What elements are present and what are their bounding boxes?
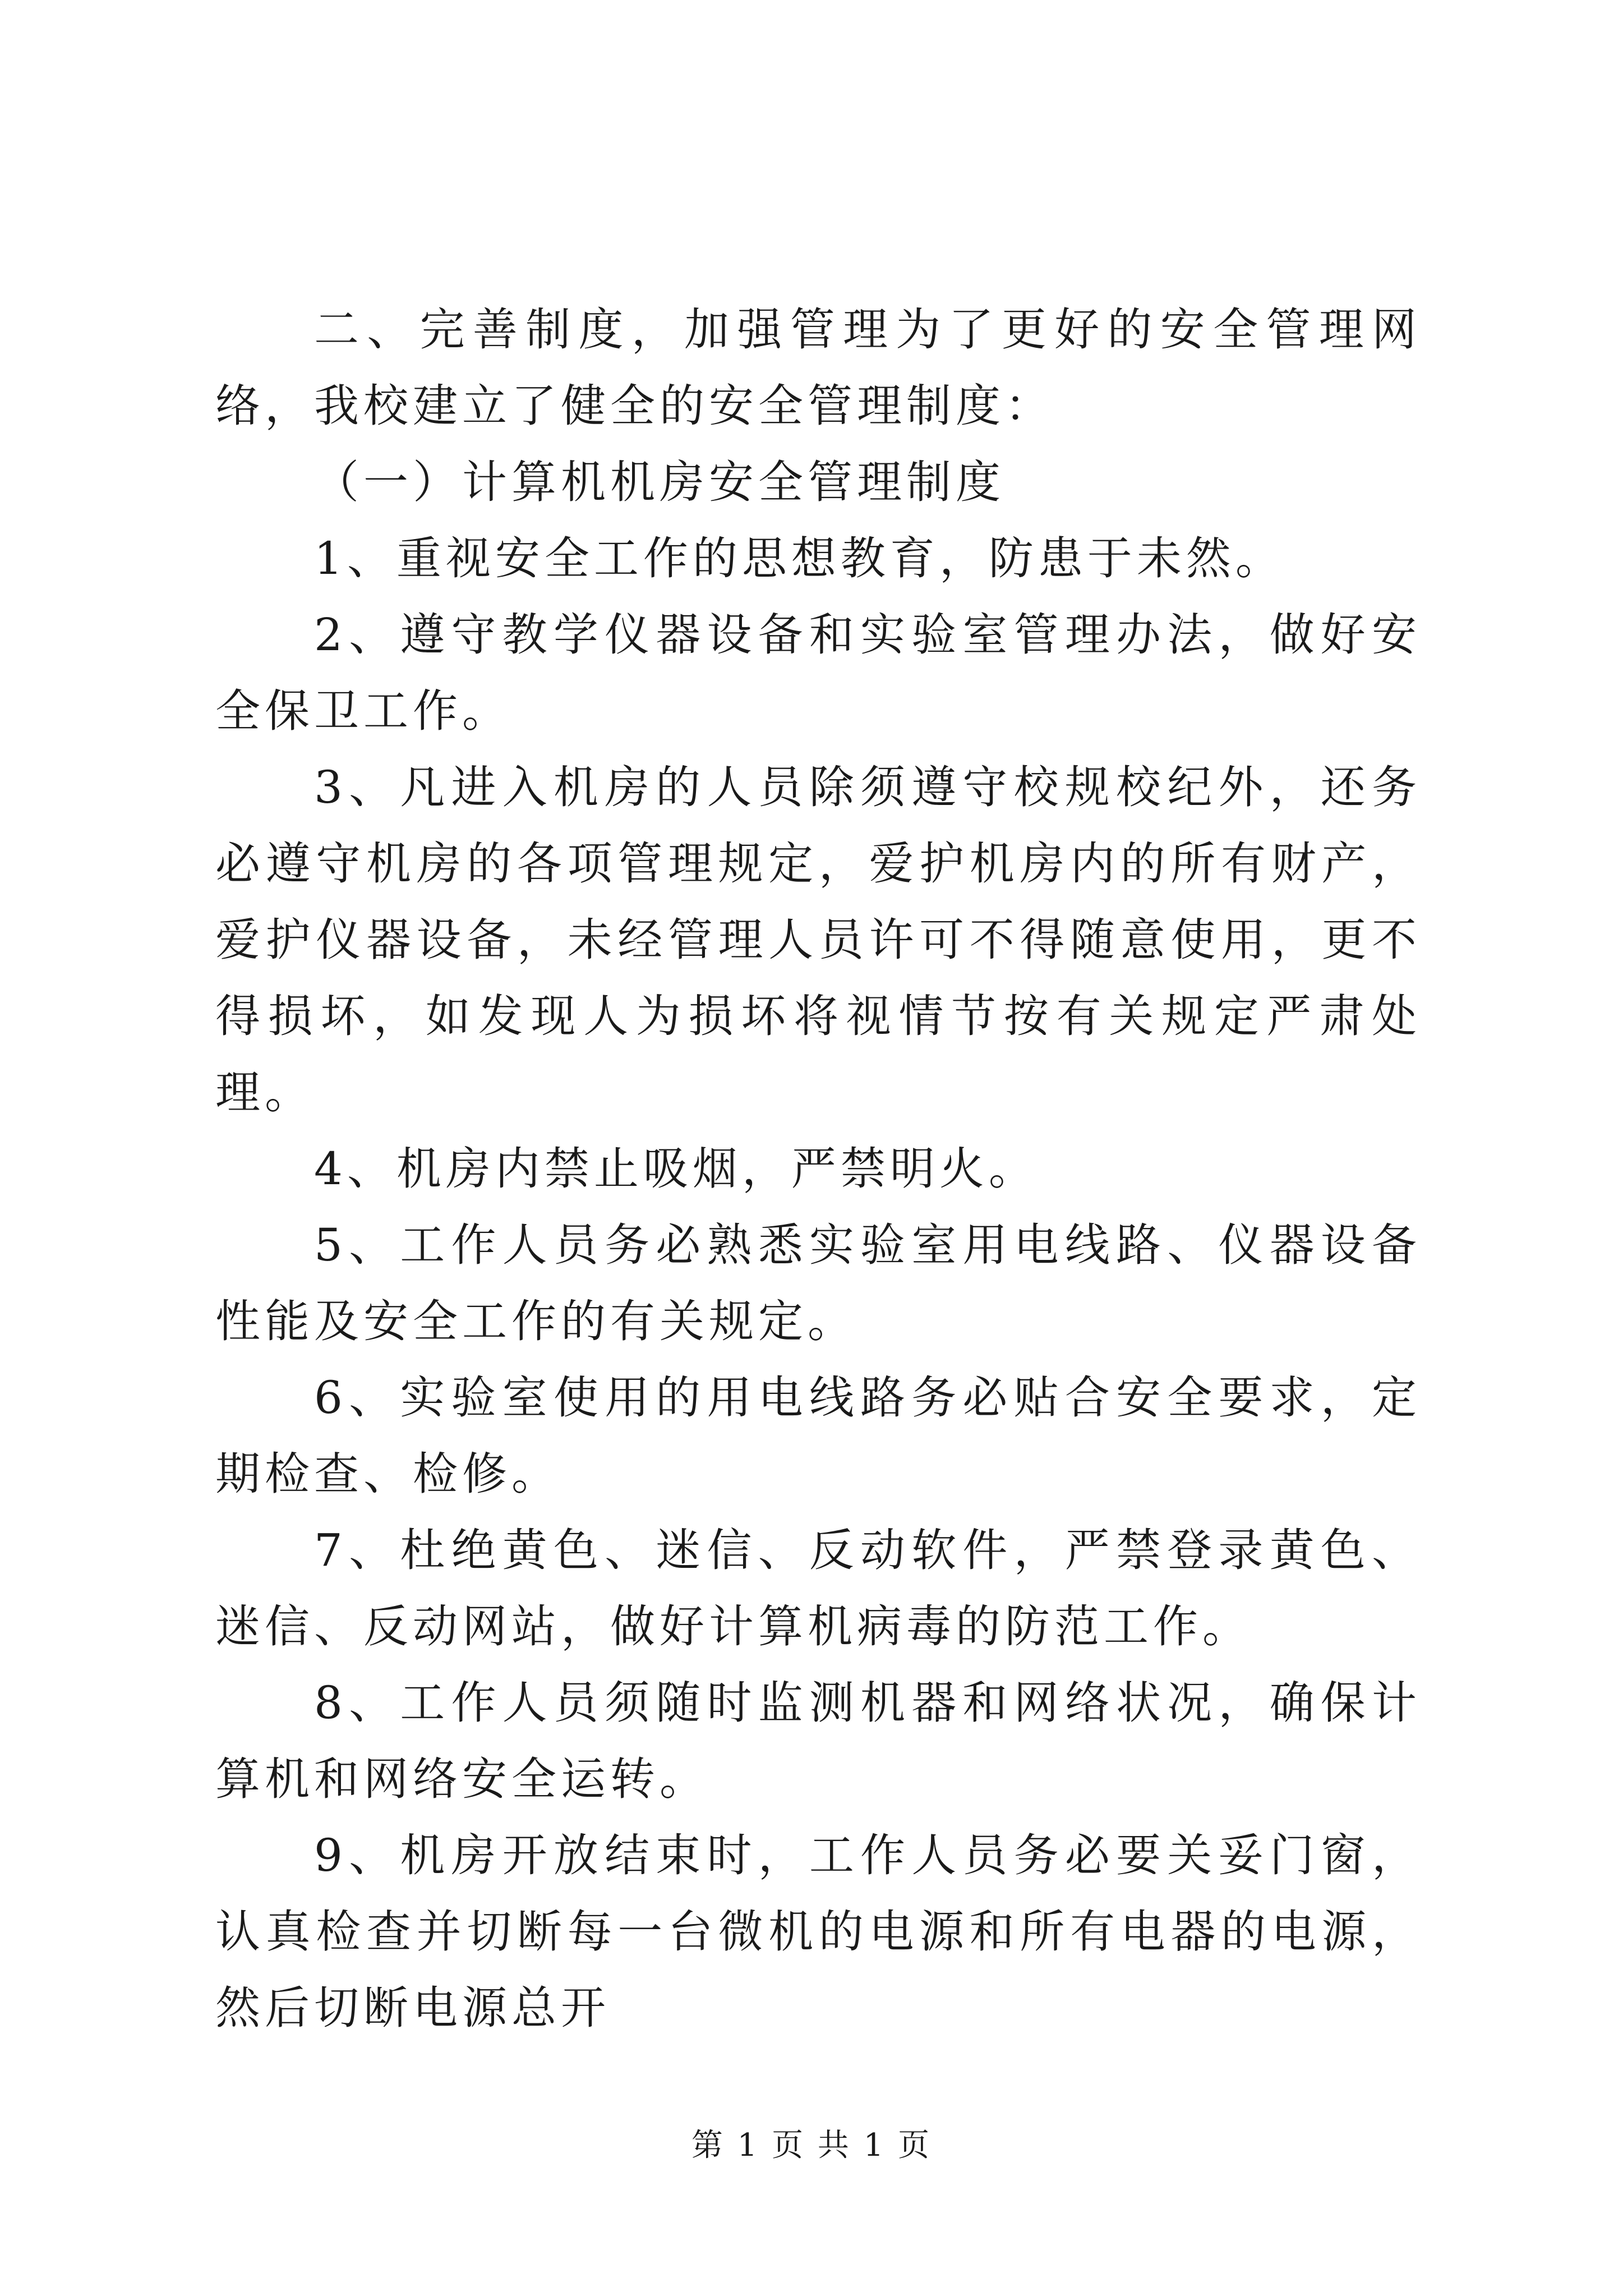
- rule-item-6: 6、实验室使用的用电线路务必贴合安全要求，定期检查、检修。: [215, 1372, 1421, 1500]
- page-number-footer: 第 1 页 共 1 页: [691, 2127, 932, 2164]
- rule-item-9: 9、机房开放结束时，工作人员务必要关妥门窗，认真检查并切断每一台微机的电源和所有电器的电源，然后切断电源总开: [215, 1829, 1421, 2034]
- rule-item-1: 1、重视安全工作的思想教育，防患于未然。: [314, 532, 1285, 585]
- rule-item-8: 8、工作人员须随时监测机器和网络状况，确保计算机和网络安全运转。: [215, 1677, 1421, 1805]
- document-body: [215, 292, 1421, 2046]
- rule-item-4: 4、机房内禁止吸烟，严禁明火。: [314, 1143, 1038, 1195]
- paragraph: 二、完善制度，加强管理为了更好的安全管理网络，我校建立了健全的安全管理制度：: [215, 303, 1421, 432]
- rule-item-2: 2、遵守教学仪器设备和实验室管理办法，做好安全保卫工作。: [215, 609, 1421, 737]
- rule-item-3: 3、凡进入机房的人员除须遵守校规校纪外，还务必遵守机房的各项管理规定，爱护机房内的所有财产，爱护仪器设备，未经管理人员许可不得随意使用，更不得损坏，如发现人为损坏将视情节按有关规定严肃处理。: [215, 761, 1421, 1119]
- rule-item-7: 7、杜绝黄色、迷信、反动软件，严禁登录黄色、迷信、反动网站，做好计算机病毒的防范工作。: [215, 1524, 1421, 1653]
- rule-item-5: 5、工作人员务必熟悉实验室用电线路、仪器设备性能及安全工作的有关规定。: [215, 1219, 1421, 1347]
- section-heading: （一）计算机机房安全管理制度: [314, 456, 1005, 508]
